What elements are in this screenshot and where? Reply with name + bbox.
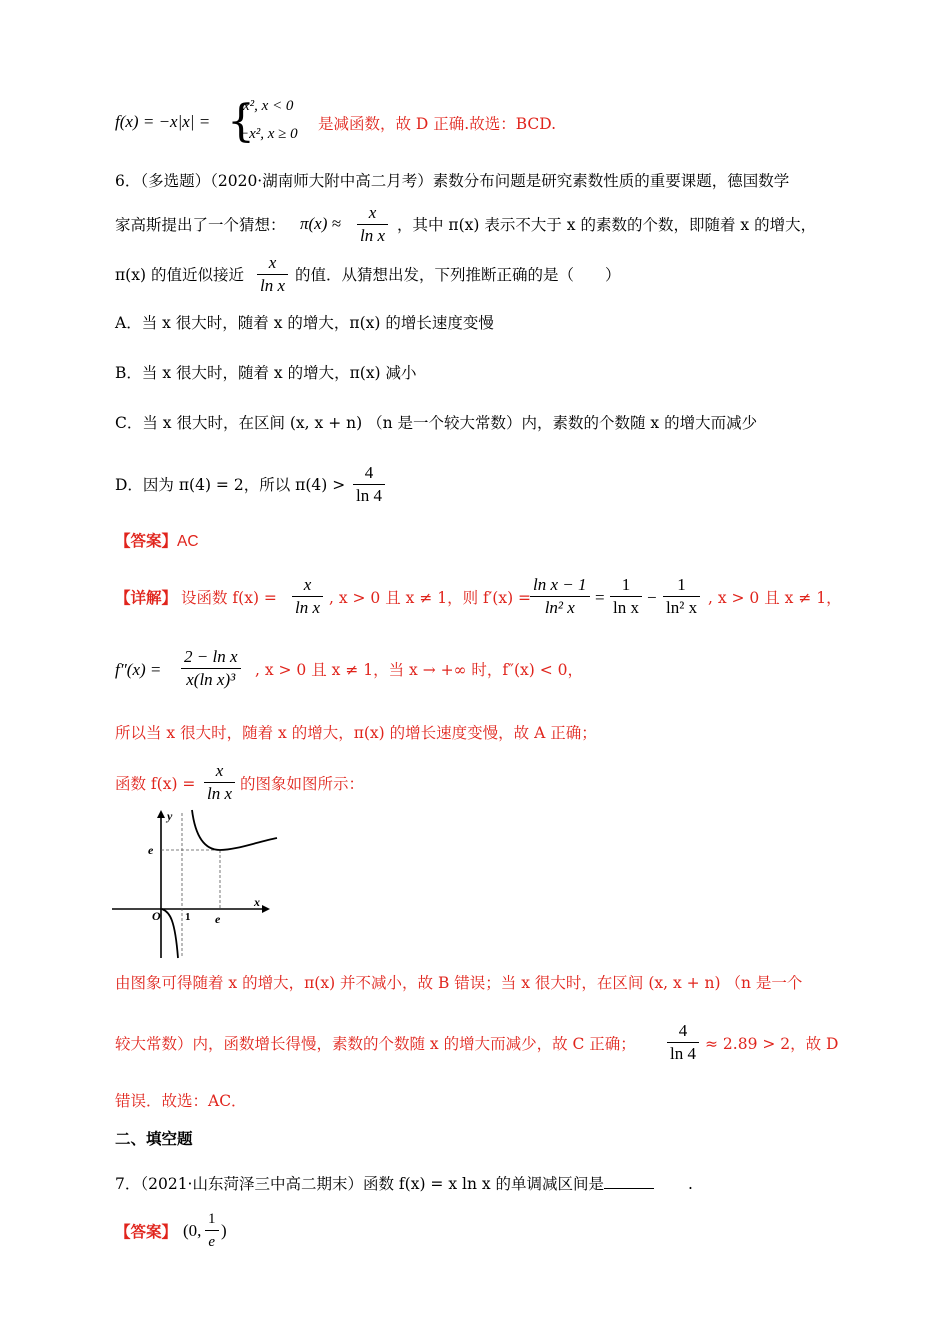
fraction-denominator: ln 4 <box>356 486 382 505</box>
fraction-numerator: 1 <box>610 574 642 597</box>
answer7-open: (0, <box>183 1221 202 1240</box>
detail-frac-4 <box>663 574 700 619</box>
detail-l2-b: , x > 0 且 x ≠ 1，当 x → +∞ 时，f″(x) < 0， <box>255 661 583 679</box>
fraction-numerator: ln x − 1 <box>530 574 590 597</box>
detail-l4-a: 函数 f(x) = <box>115 775 196 793</box>
q6-fraction-x-over-lnx <box>357 202 388 247</box>
piecewise-case-2: −x², x ≥ 0 <box>239 126 298 142</box>
detail-equals: = <box>595 588 605 607</box>
fraction-numerator: 2 − ln x <box>181 646 241 669</box>
q6-option-b: B．当 x 很大时，随着 x 的增大，π(x) 减小 <box>115 364 417 382</box>
q7-answer-blank <box>604 1172 654 1189</box>
fraction-denominator: ln x <box>295 598 321 617</box>
detail-frac-2 <box>530 574 590 619</box>
fraction-denominator: ln 4 <box>670 1044 696 1063</box>
fraction-denominator: ln x <box>260 276 286 295</box>
fraction-denominator: ln x <box>360 226 386 245</box>
detail-line-1 <box>115 574 840 624</box>
detail-line-2 <box>115 646 840 696</box>
q6-stem-line-3 <box>115 252 840 298</box>
answer-tag: 【答案】 <box>115 531 178 550</box>
fraction-numerator: x <box>257 252 288 275</box>
q6-fraction-x-over-lnx-2 <box>257 252 288 297</box>
e-y-label: e <box>148 843 154 857</box>
answer-6 <box>115 530 840 553</box>
detail-l1-b: , x > 0 且 x ≠ 1，则 f′(x) = <box>329 589 532 607</box>
origin-label: O <box>152 909 161 923</box>
detail-l4-b: 的图象如图所示： <box>240 775 365 793</box>
q6-line3-suffix: 的值．从猜想出发，下列推断正确的是（ ） <box>295 266 621 284</box>
x-axis-arrow <box>262 905 270 913</box>
detail-l6-b: ≈ 2.89 > 2，故 D <box>705 1035 839 1053</box>
piecewise-lhs: f(x) = −x|x| = <box>115 112 211 131</box>
q7-stem <box>115 1172 840 1195</box>
curve-right-branch <box>192 810 277 850</box>
fraction-numerator: 4 <box>667 1020 699 1043</box>
detail-minus: − <box>647 588 657 607</box>
q6-option-d-prefix: D．因为 π(4) = 2，所以 π(4) > <box>115 476 346 494</box>
y-axis-arrow <box>157 810 165 818</box>
detail-l1-a: 设函数 f(x) = <box>181 589 277 607</box>
detail-frac-5 <box>181 646 241 691</box>
answer7-close: ) <box>221 1221 227 1240</box>
answer-7 <box>115 1208 840 1256</box>
y-axis-label: y <box>167 809 173 823</box>
e-x-label: e <box>215 912 221 926</box>
function-graph <box>112 808 282 960</box>
q6-stem-line-2 <box>115 202 840 248</box>
fraction-denominator: ln x <box>613 598 639 617</box>
q6-line2-prefix: 家高斯提出了一个猜想： <box>115 216 286 234</box>
fraction-denominator: e <box>208 1234 216 1250</box>
x-axis-label: x <box>254 895 260 909</box>
fraction-denominator: x(ln x)³ <box>186 670 236 689</box>
q6-stem-line-1: 6．（多选题）（2020·湖南师大附中高二月考）素数分布问题是研究素数性质的重要课题，德国数学 <box>115 172 790 190</box>
detail-line-5: 由图象可得随着 x 的增大，π(x) 并不减小，故 B 错误；当 x 很大时，在区间 (x, x + n) （n 是一个 <box>115 974 803 992</box>
section-title-fill-in: 二、填空题 <box>115 1129 193 1148</box>
fraction-numerator: 1 <box>205 1208 219 1231</box>
fraction-denominator: ln x <box>207 784 233 803</box>
detail-line-3: 所以当 x 很大时，随着 x 的增大，π(x) 的增长速度变慢，故 A 正确； <box>115 724 597 742</box>
detail-l1-c: , x > 0 且 x ≠ 1， <box>708 589 842 607</box>
detail-line-4 <box>115 760 840 808</box>
q6-line3-prefix: π(x) 的值近似接近 <box>115 266 244 284</box>
detail-frac-1 <box>292 574 323 619</box>
q7-text: 7．（2021·山东菏泽三中高二期末）函数 f(x) = x ln x 的单调减区间是 <box>115 1175 605 1193</box>
q6-option-a: A．当 x 很大时，随着 x 的增大，π(x) 的增长速度变慢 <box>115 314 494 332</box>
one-label: 1 <box>185 911 191 923</box>
detail-l6-a: 较大常数）内，函数增长得慢，素数的个数随 x 的增大而减少，故 C 正确； <box>115 1035 636 1053</box>
piecewise-case-1: x², x < 0 <box>243 98 294 114</box>
fraction-numerator: x <box>292 574 323 597</box>
fraction-numerator: x <box>204 760 235 783</box>
q6-pi-approx: π(x) ≈ <box>300 214 341 233</box>
answer-tag: 【答案】 <box>115 1222 178 1241</box>
answer7-fraction <box>205 1208 219 1253</box>
q6-option-d <box>115 462 840 510</box>
detail-line-7: 错误．故选：AC． <box>115 1092 247 1110</box>
q6-line2-suffix: ，其中 π(x) 表示不大于 x 的素数的个数，即随着 x 的增大， <box>397 216 817 234</box>
piecewise-definition <box>115 96 815 152</box>
fraction-denominator: ln² x <box>666 598 698 617</box>
q6-option-c: C．当 x 很大时，在区间 (x, x + n) （n 是一个较大常数）内，素数的个数随 x 的增大而减少 <box>115 414 758 432</box>
detail-frac-6 <box>204 760 235 805</box>
curve-left-branch <box>162 909 178 958</box>
detail-l2-a: f″(x) = <box>115 660 162 679</box>
detail-tag: 【详解】 <box>115 588 178 607</box>
fraction-numerator: x <box>357 202 388 225</box>
fraction-denominator: ln² x <box>544 598 575 617</box>
answer-value: AC <box>177 533 199 550</box>
detail-frac-3 <box>610 574 642 619</box>
q6-option-d-fraction <box>353 462 385 507</box>
q7-period: . <box>688 1175 693 1193</box>
fraction-numerator: 1 <box>663 574 700 597</box>
fraction-numerator: 4 <box>353 462 385 485</box>
detail-line-6 <box>115 1020 840 1070</box>
piecewise-conclusion: 是减函数，故 D 正确.故选：BCD. <box>318 115 557 133</box>
detail-frac-7 <box>667 1020 699 1065</box>
brace-glyph: { <box>227 96 255 147</box>
